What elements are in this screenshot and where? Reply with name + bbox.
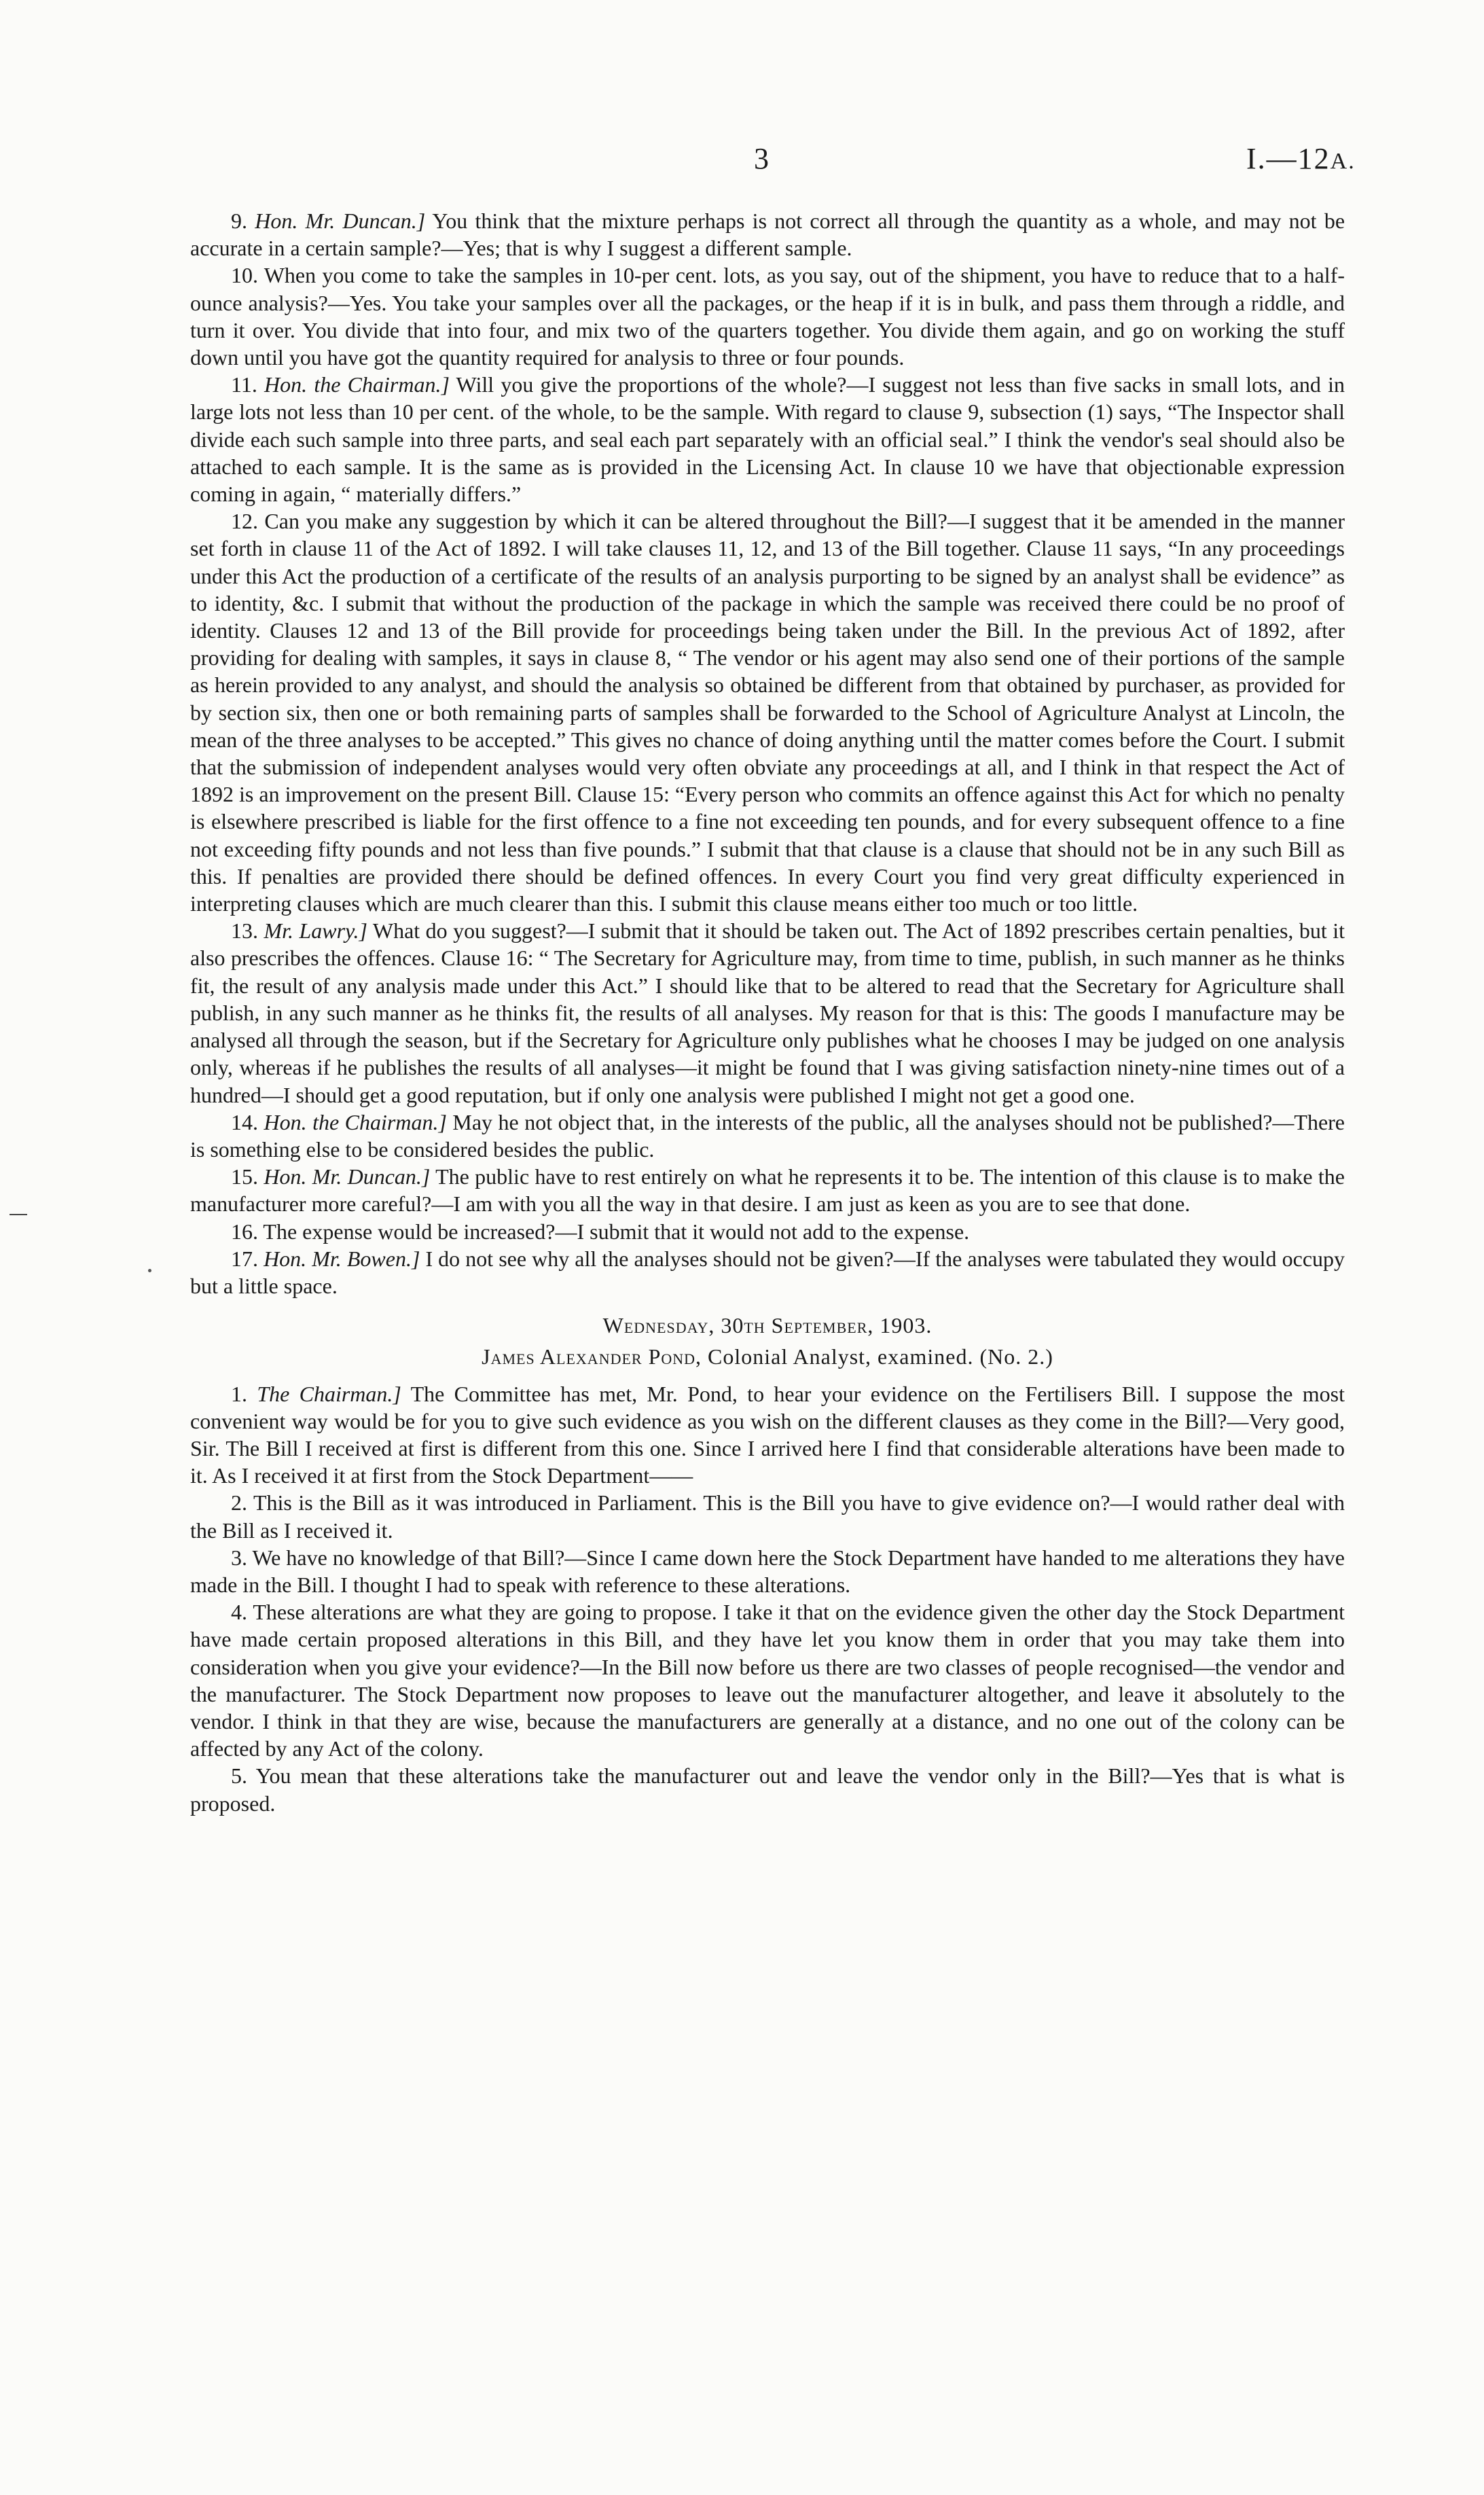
evidence-paragraph: [190, 262, 1345, 371]
evidence-paragraph: [190, 1163, 1345, 1217]
question-number: 12.: [231, 509, 258, 534]
paragraph-text: Can you make any suggestion by which it can be altered throughout the Bill?—I suggest that it be amended in the manner set forth in clause 11 of the Act of 1892. I will take clauses 11, 12, and 13 of the Bill together. Clause 11 says, “In any proceedings under this Act the production of a certificate of the results of an analysis purporting to be signed by an analyst shall be evidence” as to identity, &c. I submit that without the production of the package in which the sample was received there could be no proof of identity. Clauses 12 and 13 of the Bill provide for proceedings being taken under the Bill. In the previous Act of 1892, after providing for dealing with samples, it says in clause 8, “ The vendor or his agent may also send one of their portions of the sample as herein provided to any analyst, and should the analysis so obtained be different from that obtained by purchaser, as provided for by section six, then one or both remaining parts of samples shall be forwarded to the School of Agriculture Analyst at Lincoln, the mean of the three analyses to be accepted.” This gives no chance of doing anything until the matter comes before the Court. I submit that the submission of independent analyses would very often obviate any proceedings at all, and I think in that respect the Act of 1892 is an improvement on the present Bill. Clause 15: “Every person who commits an offence against this Act for which no penalty is elsewhere prescribed is liable for the first offence to a fine not exceeding ten pounds, and for every subsequent offence to a fine not exceeding fifty pounds and not less than five pounds.” I submit that that clause is a clause that should not be in any such Bill as this. If penalties are provided there should be defined offences. In every Court you find very great difficulty experienced in interpreting clauses which are much clearer than this. I submit this clause means either too much or too little.: [190, 509, 1345, 916]
question-number: 9.: [231, 209, 247, 233]
evidence-paragraph: [190, 207, 1345, 262]
document-reference: [1246, 141, 1356, 176]
evidence-paragraph: [190, 507, 1345, 917]
speaker: Mr. Lawry.]: [264, 918, 367, 944]
paragraph-text: You think that the mixture perhaps is not correct all through the quantity as a whole, and may not be accurate in a certain sample?—Yes; that is why I suggest a different sample.: [190, 209, 1345, 261]
question-number: 15.: [231, 1164, 258, 1189]
question-number: 10.: [231, 263, 258, 288]
paragraph-text: The expense would be increased?—I submit that it would not add to the expense.: [263, 1219, 970, 1244]
question-number: 5.: [231, 1763, 247, 1789]
evidence-paragraph: [190, 1544, 1345, 1598]
evidence-paragraph: [190, 1489, 1345, 1543]
witness-name: James Alexander Pond: [482, 1344, 696, 1369]
body-text: [190, 207, 1345, 1817]
question-number: 11.: [231, 372, 257, 397]
speaker: Hon. Mr. Duncan.]: [255, 209, 426, 233]
witness-description: , Colonial Analyst, examined.: [695, 1344, 974, 1369]
question-number: 16.: [231, 1219, 258, 1244]
paragraph-text: Will you give the proportions of the whole?—I suggest not less than five sacks in small lots, and in large lots not less than 10 per cent. of the whole, to be the sample. With regard to clause 9, subsection (1) says, “The Inspector shall divide each such sample into three parts, and seal each part separately with an official seal.” I think the vendor's seal should also be attached to each sample. It is the same as is provided in the Licensing Act. In clause 10 we have that objectionable expression coming in again, “ materially differs.”: [190, 372, 1345, 507]
question-number: 17.: [231, 1246, 258, 1271]
paragraph-text: When you come to take the samples in 10-per cent. lots, as you say, out of the shipment, you have to reduce that to a half-ounce analysis?—Yes. You take your samples over all the packages, or the heap if it is in bulk, and pass them through a riddle, and turn it over. You divide that into four, and mix two of the quarters together. You divide them again, and go on working the stuff down until you have got the quantity required for analysis to three or four pounds.: [190, 263, 1345, 370]
paragraph-text: I do not see why all the analyses should not be given?—If the analyses were tabulated they would occupy but a little space.: [190, 1246, 1345, 1298]
paragraph-text: The Committee has met, Mr. Pond, to hear your evidence on the Fertilisers Bill. I suppose the most convenient way would be for you to give such evidence as you wish on the different clauses as they come in the Bill?—Very good, Sir. The Bill I received at first is different from this one. Since I arrived here I find that considerable alterations have been made to it. As I received it at first from the Stock Department——: [190, 1381, 1345, 1488]
question-number: 13.: [231, 918, 258, 944]
evidence-paragraph: [190, 1109, 1345, 1163]
evidence-paragraph: [190, 371, 1345, 507]
evidence-paragraph: [190, 1598, 1345, 1762]
paragraph-text: We have no knowledge of that Bill?—Since I came down here the Stock Department have handed to me alterations they have made in the Bill. I thought I had to speak with reference to these alterations.: [190, 1545, 1345, 1597]
margin-mark: [10, 1214, 27, 1215]
paragraph-text: These alterations are what they are going to propose. I take it that on the evidence given the other day the Stock Department have made certain proposed alterations in this Bill, and they have let you know them in order that you may take them into consideration when you give your evidence?—In the Bill now before us there are two classes of people recognised—the vendor and the manufacturer. The Stock Department now proposes to leave out the manufacturer altogether, and leave it absolutely to the vendor. I think in that they are wise, because the manufacturers are generally at a distance, and no one out of the colony can be affected by any Act of the colony.: [190, 1600, 1345, 1761]
speaker: Hon. Mr. Bowen.]: [264, 1246, 420, 1271]
evidence-paragraph: [190, 917, 1345, 1108]
evidence-paragraph: [190, 1245, 1345, 1299]
session-date-heading: Wednesday, 30th September, 1903.: [602, 1313, 933, 1338]
paragraph-text: This is the Bill as it was introduced in Parliament. This is the Bill you have to give evidence on?—I would rather deal with the Bill as I received it.: [190, 1490, 1345, 1543]
speaker: Hon. the Chairman.]: [264, 1109, 447, 1134]
question-number: 2.: [231, 1490, 247, 1515]
question-number: 3.: [231, 1545, 247, 1570]
paragraph-text: What do you suggest?—I submit that it should be taken out. The Act of 1892 prescribes certain penalties, but it also prescribes the offences. Clause 16: “ The Secretary for Agriculture may, from time to time, publish, in such manner as he thinks fit, the result of any analysis made under this Act.” I should like that to be altered to read that the Secretary for Agriculture shall publish, in any such manner as he thinks fit, the results of all analyses. My reason for that is this: The goods I manufacture may be analysed all through the season, but if the Secretary for Agriculture only publishes what he chooses I may be judged on one analysis only, whereas if he publishes the results of all analyses—it might be found that I was giving satisfaction ninety-nine times out of a hundred—I should get a good reputation, but if only one analysis were published I might not get a good one.: [190, 918, 1345, 1107]
paragraph-text: The public have to rest entirely on what he represents it to be. The intention of this clause is to make the manufacturer more careful?—I am with you all the way in that desire. I am just as keen as you are to see that done.: [190, 1164, 1345, 1217]
witness-number: (No. 2.): [979, 1344, 1053, 1369]
page-number: 3: [754, 142, 769, 175]
witness-heading: [190, 1343, 1345, 1370]
evidence-paragraph: [190, 1218, 1345, 1245]
evidence-paragraph: [190, 1762, 1345, 1816]
question-number: 14.: [231, 1109, 258, 1134]
speaker: Hon. Mr. Duncan.]: [264, 1164, 431, 1189]
question-number: 4.: [231, 1600, 247, 1625]
evidence-paragraph: [190, 1380, 1345, 1490]
speaker: Hon. the Chairman.]: [264, 372, 450, 397]
paragraph-text: May he not object that, in the interests of the public, all the analyses should not be published?—There is something else to be considered besides the public.: [190, 1109, 1345, 1162]
margin-mark: [148, 1269, 151, 1272]
document-reference-suffix: A.: [1330, 149, 1356, 174]
question-number: 1.: [231, 1381, 247, 1406]
paragraph-text: You mean that these alterations take the manufacturer out and leave the vendor only in the Bill?—Yes that is what is proposed.: [190, 1763, 1345, 1816]
document-reference-main: I.—12: [1246, 142, 1331, 175]
speaker: The Chairman.]: [257, 1381, 401, 1406]
